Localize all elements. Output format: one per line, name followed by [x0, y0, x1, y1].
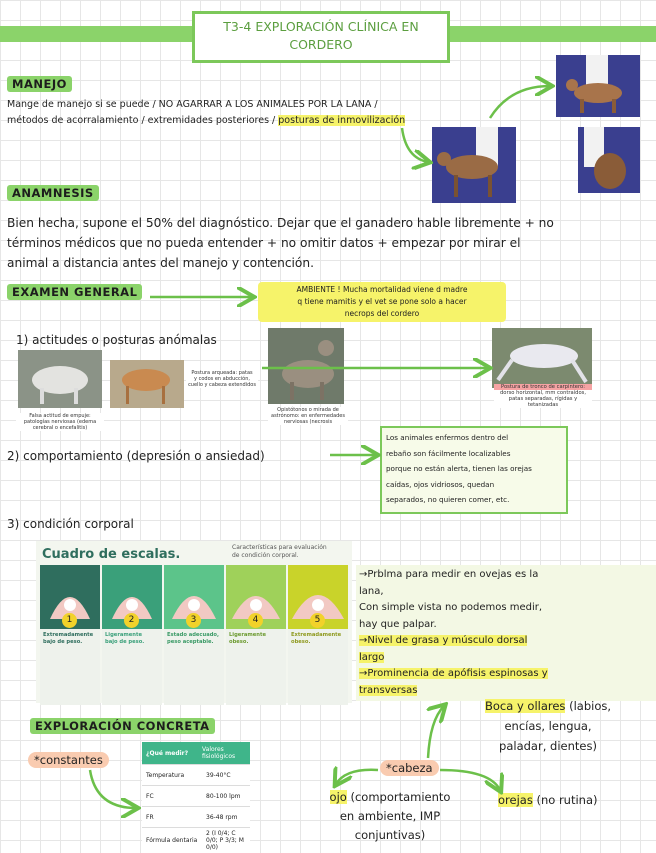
scale-2-num: 2: [124, 613, 139, 628]
vitals-table: [142, 742, 250, 853]
scale-2-desc: [102, 629, 162, 705]
manejo-heading: MANEJO: [7, 76, 72, 92]
manejo-line2: [7, 114, 405, 128]
vitals-head-2: Valores fisiológicos: [202, 746, 250, 760]
scale-5: [288, 565, 348, 699]
scale-5-label2: obeso.: [291, 639, 345, 646]
scale-3: [164, 565, 224, 699]
scale-3-top: [164, 565, 224, 629]
item-comportamiento: 2) comportamiento (depresión o ansiedad): [7, 446, 265, 466]
scale-1-num: 1: [62, 613, 77, 628]
cond-note-5-hl: largo: [359, 652, 384, 663]
caption-opistotonos-l1: Opistótonos o mirada de: [268, 407, 348, 413]
scale-1-desc: [40, 629, 100, 705]
posture-photo-opistotonos: [268, 328, 344, 404]
caption-opistotonos-l2: astrónomo: en enfermedades: [268, 413, 348, 419]
manejo-line2-text: métodos de acorralamiento / extremidades posteriores /: [7, 115, 278, 126]
ojo-line3: conjuntivas): [300, 826, 480, 845]
caption-empuje-l1: Falsa actitud de empuje:: [16, 413, 104, 419]
caption-opistotonos-l3: nerviosas (necrosis: [268, 419, 348, 425]
cond-note-6-hl: →Prominencia de apófisis espinosas y: [359, 668, 548, 679]
caption-carpintero-l3: patas separadas, rígidas y tetanizadas: [494, 396, 592, 408]
cond-note-7-hl: transversas: [359, 685, 417, 696]
scale-4-num: 4: [248, 613, 263, 628]
scale-5-label1: Extremadamente: [291, 632, 345, 639]
caption-empuje-l3: cerebral o encefalitis): [16, 425, 104, 431]
caption-carpintero: [494, 384, 592, 408]
comport-line-4: separados, no quieren comer, etc.: [386, 492, 562, 508]
manejo-highlight: posturas de inmovilización: [278, 115, 405, 126]
caption-arqueada-l2: y codos en abducción,: [186, 376, 258, 382]
scale-3-num: 3: [186, 613, 201, 628]
anamnesis-line3: animal a distancia antes del manejo y contención.: [7, 253, 314, 273]
scale-3-desc: [164, 629, 224, 705]
scale-1-label1: Extremadamente: [43, 632, 97, 639]
vital-value: 80-100 lpm: [202, 786, 250, 807]
orejas-rest: (no rutina): [533, 793, 598, 807]
cond-note-5: [359, 650, 655, 667]
scale-4-desc: [226, 629, 286, 705]
sheep-photo-standing: [556, 55, 640, 117]
posture-photo-arqueada: [110, 360, 184, 408]
ojo-note: [300, 788, 480, 845]
cabeza-label: *cabeza: [380, 760, 439, 776]
scale-5-top: [288, 565, 348, 629]
vital-key: FR: [142, 807, 202, 828]
arrow-icon: [490, 86, 550, 118]
caption-arqueada-l3: cuello y cabeza extendidos: [186, 382, 258, 388]
cond-note-4-hl: →Nivel de grasa y músculo dorsal: [359, 635, 527, 646]
sheep-photo-sitting: [578, 127, 640, 193]
anamnesis-line2: términos médicos que no pueda entender + no omitir datos + empezar por mirar el: [7, 233, 520, 253]
orejas-note: [498, 793, 598, 807]
scale-2: [102, 565, 162, 699]
arrow-icon: [402, 128, 428, 162]
cond-note-6: [359, 666, 655, 683]
condition-scales: [40, 565, 348, 699]
vitals-header: [142, 742, 250, 764]
scale-2-label1: Ligeramente: [105, 632, 159, 639]
vital-value: 2 (I 0/4; C 0/0; P 3/3; M 0/0): [202, 828, 250, 853]
caption-arqueada: [186, 370, 258, 388]
caption-empuje-l2: patologías nerviosas (edema: [16, 419, 104, 425]
vitals-head-1: ¿Qué medir?: [142, 750, 202, 757]
comport-line-2: porque no están alerta, tienen las orejas: [386, 461, 562, 477]
vital-key: Fórmula dentaria: [142, 828, 202, 853]
table-row: [142, 786, 250, 807]
comport-line-3: caídas, ojos vidriosos, quedan: [386, 477, 562, 493]
scale-1: [40, 565, 100, 699]
table-row: [142, 828, 250, 853]
ojo-rest: (comportamiento: [347, 790, 451, 804]
boca-rest: (labios,: [565, 699, 611, 713]
boca-line2: encías, lengua,: [448, 716, 648, 736]
boca-line3: paladar, dientes): [448, 736, 648, 756]
exploracion-heading: EXPLORACIÓN CONCRETA: [30, 718, 215, 734]
vitals-rows: [142, 764, 250, 853]
ambiente-note-line3: necrops del cordero: [262, 308, 502, 320]
condition-chart-subtitle2: de condición corporal.: [232, 552, 299, 559]
ambiente-note-line2: q tiene mamitis y el vet se pone solo a hacer: [262, 296, 502, 308]
arrow-icon: [336, 770, 378, 784]
vital-key: Temperatura: [142, 765, 202, 786]
boca-highlight: Boca y ollares: [485, 699, 565, 713]
caption-arqueada-l1: Postura arqueada: patas: [186, 370, 258, 376]
item-condicion: 3) condición corporal: [7, 514, 134, 534]
scale-5-desc: [288, 629, 348, 705]
arrow-icon: [90, 770, 136, 808]
table-row: [142, 807, 250, 828]
table-row: [142, 765, 250, 786]
ambiente-note-line1: AMBIENTE ! Mucha mortalidad viene d madre: [262, 284, 502, 296]
scale-4: [226, 565, 286, 699]
orejas-highlight: orejas: [498, 793, 533, 807]
anamnesis-heading: ANAMNESIS: [7, 185, 99, 201]
vital-value: 36-48 rpm: [202, 807, 250, 828]
vital-value: 39-40°C: [202, 765, 250, 786]
caption-opistotonos: [268, 407, 348, 425]
comportamiento-box: [380, 426, 568, 514]
ojo-line1: [300, 788, 480, 807]
boca-line1: [448, 696, 648, 716]
anamnesis-line1: Bien hecha, supone el 50% del diagnóstico. Dejar que el ganadero hable libremente + no: [7, 213, 554, 233]
scale-1-top: [40, 565, 100, 629]
caption-carpintero-l2: dorso horizontal, mm contraídos,: [494, 390, 592, 396]
scale-2-top: [102, 565, 162, 629]
arrow-icon: [428, 706, 444, 758]
scale-2-label2: bajo de peso.: [105, 639, 159, 646]
comport-line-1: rebaño son fácilmente localizables: [386, 446, 562, 462]
scale-5-num: 5: [310, 613, 325, 628]
condition-chart-title: Cuadro de escalas.: [42, 547, 180, 562]
ambiente-note: [258, 282, 506, 322]
scale-4-top: [226, 565, 286, 629]
cond-note-4: [359, 633, 655, 650]
page-title-line1: T3-4 EXPLORACIÓN CLÍNICA EN: [195, 19, 447, 34]
page-title-line2: CORDERO: [195, 37, 447, 52]
arrow-icon: [440, 770, 500, 790]
boca-note: [448, 696, 648, 756]
item-actitudes: 1) actitudes o posturas anómalas: [16, 330, 217, 350]
scale-4-label2: obeso.: [229, 639, 283, 646]
caption-empuje: [16, 413, 104, 431]
ojo-highlight: ojo: [330, 790, 347, 804]
vital-key: FC: [142, 786, 202, 807]
scale-4-label1: Ligeramente: [229, 632, 283, 639]
sheep-photo-held: [432, 127, 516, 203]
condition-chart-subtitle1: Características para evaluación: [232, 544, 327, 551]
examen-general-heading: EXAMEN GENERAL: [7, 284, 142, 300]
constantes-label: *constantes: [28, 752, 109, 768]
cond-note-2: Con simple vista no podemos medir,: [359, 600, 655, 617]
cond-note-0: →Prblma para medir en ovejas es la: [359, 567, 655, 584]
scale-3-label2: peso aceptable.: [167, 639, 221, 646]
scale-3-label1: Estado adecuado,: [167, 632, 221, 639]
condition-notes: [356, 565, 656, 701]
comport-line-0: Los animales enfermos dentro del: [386, 430, 562, 446]
caption-carpintero-l1: Postura de tronco de carpintero:: [494, 384, 592, 390]
posture-photo-carpintero: [492, 328, 592, 388]
page-title-box: [192, 11, 450, 63]
condition-chart: [36, 541, 352, 703]
cond-note-1: lana,: [359, 584, 655, 601]
ojo-line2: en ambiente, IMP: [300, 807, 480, 826]
scale-1-label2: bajo de peso.: [43, 639, 97, 646]
manejo-line1: Mange de manejo si se puede / NO AGARRAR A LOS ANIMALES POR LA LANA /: [7, 98, 378, 112]
posture-photo-empuje: [18, 350, 102, 408]
cond-note-3: hay que palpar.: [359, 617, 655, 634]
